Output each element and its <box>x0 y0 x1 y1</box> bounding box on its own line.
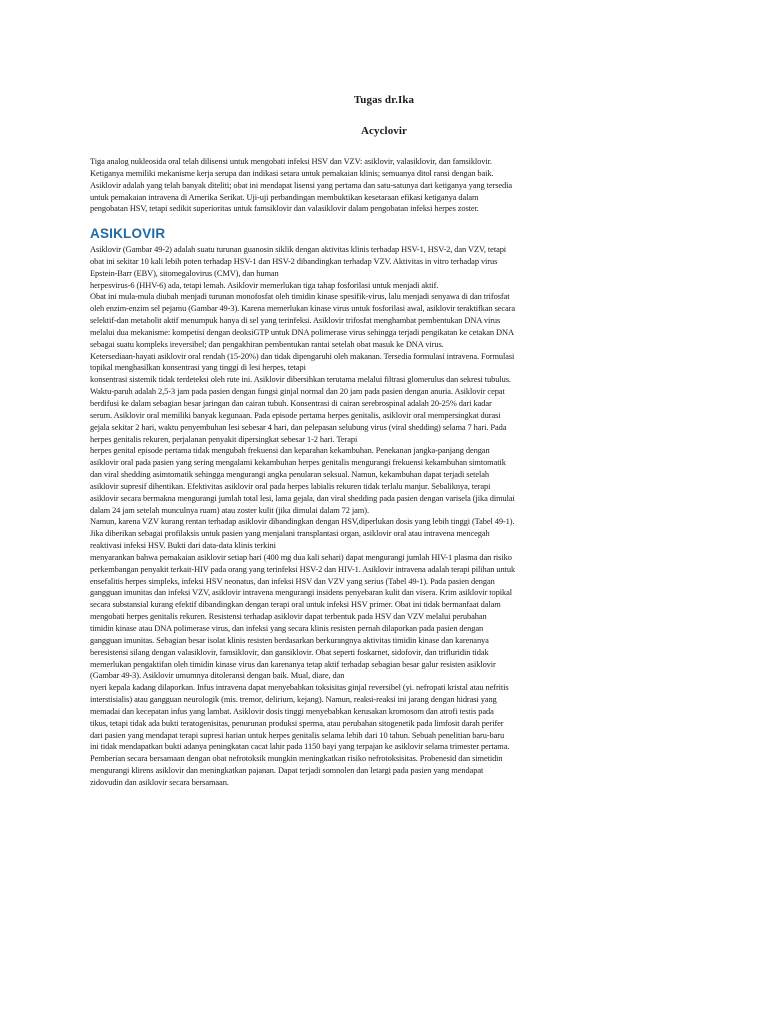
text-line: Namun, karena VZV kurang rentan terhadap asiklovir dibandingkan dengan HSV,diperlukan dosis yang lebih tinggi (Tabel 49-1). <box>90 517 515 527</box>
text-line: Jika diberikan sebagai profilaksis untuk pasien yang menjalani transplantasi organ, asiklovir oral atau intravena mencegah <box>90 529 490 539</box>
text-line: mengobati herpes genitalis rekuren. Resistensi terhadap asiklovir dapat terbentuk pada HSV dan VZV melalui perubahan <box>90 612 487 622</box>
text-line: asiklovir supresif dihentikan. Efektivitas asiklovir oral pada herpes labialis rekuren tidak terlalu manjur. Sebaliknya, terapi <box>90 481 491 491</box>
text-line: asiklovir secara bermakna mengurangi jumlah total lesi, lama gejala, dan viral shedding pada pasien dengan varisela (jika dimulai <box>90 493 515 503</box>
text-line: secara substansial kurang efektif dibandingkan dengan terapi oral untuk infeksi HSV primer. Obat ini tidak bermanfaat dalam <box>90 600 501 610</box>
text-line: memerlukan pengaktifan oleh timidin kinase virus dan karenanya tetap aktif terhadap sebagian besar galur resisten asiklovir <box>90 659 496 669</box>
text-line: beresistensi silang dengan valasiklovir, famsiklovir, dan gansiklovir. Obat seperti foskarnet, sidofovir, dan trifluridin tidak <box>90 647 489 657</box>
text-line: pengobatan HSV, tetapi sedikit superioritas untuk famsiklovir dan valasiklovir dalam pengobatan infeksi herpes zoster. <box>90 204 479 214</box>
text-line: interstisialis) atau gangguan neurologik (mis. tremor, delirium, kejang). Namun, reaksi-reaksi ini jarang dengan hidrasi yang <box>90 695 497 705</box>
text-line: asiklovir oral pada pasien yang sering mengalami kekambuhan herpes genitalis mengurangi frekuensi kekambuhan simtomatik <box>90 458 506 468</box>
text-line: konsentrasi sistemik tidak terdeteksi oleh rute ini. Asiklovir dibersihkan terutama melalui filtrasi glomerulus dan sekresi tubulus. <box>90 375 511 385</box>
text-line: Waktu-paruh adalah 2,5-3 jam pada pasien dengan fungsi ginjal normal dan 20 jam pada pasien dengan anuria. Asiklovir cepat <box>90 387 505 397</box>
text-line: Asiklovir adalah yang telah banyak diteliti; obat ini mendapat lisensi yang pertama dan satu-satunya dari ketiganya yang tersedia <box>90 180 513 190</box>
text-line: berdifusi ke dalam sebagian besar jaringan dan cairan tubuh. Konsentrasi di cairan serebrospinal adalah 20-25% dari kadar <box>90 398 492 408</box>
text-line: herpes genital episode pertama tidak mengubah frekuensi dan keparahan kekambuhan. Penekanan jangka-panjang dengan <box>90 446 490 456</box>
document-title: Tugas dr.Ika <box>353 94 415 106</box>
text-line: gangguan imunitas. Sebagian besar isolat klinis resisten berdasarkan berkurangnya aktivitas timidin kinase dan karenanya <box>90 635 489 645</box>
text-line: oleh enzim-enzim sel pejamu (Gambar 49-3). Karena memerlukan kinase virus untuk fosforilasi awal, asiklovir teraktifkan secara <box>90 304 516 314</box>
text-line: melalui dua mekanisme: kompetisi dengan deoksiGTP untuk DNA polimerase virus sehingga terjadi pengikatan ke cetakan DNA <box>90 327 514 337</box>
text-line: perkembangan penyakit terkait-HIV pada orang yang terinfeksi HSV-2 dan HIV-1. Asiklovir intravena adalah terapi pilihan untuk <box>90 564 516 574</box>
text-line: dalam 24 jam setelah munculnya ruam) atau zoster kulit (jika dimulai dalam 72 jam). <box>90 505 369 515</box>
intro-paragraph <box>90 156 680 215</box>
text-line: herpes genitalis rekuren, perjalanan penyakit dipersingkat sebesar 1-2 hari. Terapi <box>90 434 358 444</box>
text-line: (Gambar 49-3). Asiklovir umumnya ditoleransi dengan baik. Mual, diare, dan <box>90 671 345 681</box>
text-line: dan viral shedding asimtomatik sehingga mengurangi angka penularan seksual. Namun, kekambuhan dapat terjadi setelah <box>90 470 489 480</box>
text-line: memadai dan kecepatan infus yang lambat. Asiklovir dosis tinggi menyebabkan kerusakan kromosom dan atrofi testis pada <box>90 706 494 716</box>
text-line: Ketersediaan-hayati asiklovir oral rendah (15-20%) dan tidak dipengaruhi oleh makanan. Tersedia formulasi intravena. Formulasi <box>90 351 515 361</box>
text-line: herpesvirus-6 (HHV-6) ada, tetapi lemah. Asiklovir memerlukan tiga tahap fosforilasi untuk menjadi aktif. <box>90 280 439 290</box>
text-line: menyarankan bahwa pemakaian asiklovir setiap hari (400 mg dua kali sehari) dapat mengurangi jumlah HIV-1 plasma dan risiko <box>90 552 512 562</box>
text-line: Obat ini mula-mula diubah menjadi turunan monofosfat oleh timidin kinase spesifik-virus, lalu menjadi senyawa di dan trifosfat <box>90 292 510 302</box>
text-line: Asiklovir (Gambar 49-2) adalah suatu turunan guanosin siklik dengan aktivitas klinis terhadap HSV-1, HSV-2, dan VZV, tetapi <box>90 245 507 254</box>
text-line: Pemberian secara bersamaan dengan obat nefrotoksik mungkin meningkatkan risiko nefrotoksisitas. Probenesid dan simetidin <box>90 754 503 764</box>
text-line: ini tidak mendapatkan bukti adanya peningkatan cacat lahir pada 1150 bayi yang terpajan ke asiklovir selama trimester pertama. <box>90 742 510 752</box>
text-line: Epstein-Barr (EBV), sitomegalovirus (CMV), dan human <box>90 268 279 278</box>
text-line: tikus, tetapi tidak ada bukti teratogenisitas, penurunan produksi sperma, atau perubahan sitogenetik pada limfosit darah perifer <box>90 718 504 728</box>
text-line: ensefalitis herpes simpleks, infeksi HSV neonatus, dan infeksi HSV dan VZV yang serius (Tabel 49-1). Pada pasien dengan <box>90 576 495 586</box>
document-subtitle: Acyclovir <box>360 125 408 137</box>
text-line: Tiga analog nukleosida oral telah dilisensi untuk mengobati infeksi HSV dan VZV: asiklovir, valasiklovir, dan famsiklovir. <box>90 157 492 166</box>
text-line: Ketiganya memiliki mekanisme kerja serupa dan indikasi setara untuk pemakaian klinis; semuanya ditol ransi dengan baik. <box>90 168 494 178</box>
text-line: nyeri kepala kadang dilaporkan. Infus intravena dapat menyebabkan toksisitas ginjal reversibel (yi. nefropati kristal atau nefritis <box>90 683 509 693</box>
text-line: untuk pemakaian intravena di Amerika Serikat. Uji-uji perbandingan membuktikan kesetaraan efikasi ketiganya dalam <box>90 192 479 202</box>
text-line: zidovudin dan asiklovir secara bersamaan. <box>90 777 229 787</box>
text-line: gejala sekitar 2 hari, waktu penyembuhan lesi sebesar 4 hari, dan pelepasan selubung virus (viral shedding) selama 7 hari. Pada <box>90 422 507 432</box>
text-line: dari pasien yang mendapat terapi supresi harian untuk herpes genitalis selama lebih dari 10 tahun. Sebuah penelitian baru-baru <box>90 730 505 740</box>
text-line: sebagai suatu kompleks ireversibel; dan pengakhiran pembentukan rantai setelah obat masuk ke DNA virus. <box>90 339 444 349</box>
text-line: serum. Asiklovir oral memiliki banyak kegunaan. Pada episode pertama herpes genitalis, asiklovir oral mempersingkat durasi <box>90 410 501 420</box>
section-heading: ASIKLOVIR <box>90 226 166 241</box>
text-line: mengurangi klirens asiklovir dan meningkatkan pajanan. Dapat terjadi somnolen dan letargi pada pasien yang mendapat <box>90 766 484 776</box>
text-line: timidin kinase atau DNA polimerase virus, dan infeksi yang secara klinis resisten pernah dilaporkan pada pasien dengan <box>90 624 484 633</box>
text-line: reaktivasi infeksi HSV. Bukti dari data-data klinis terkini <box>90 541 276 551</box>
text-line: obat ini sekitar 10 kali lebih poten terhadap HSV-1 dan HSV-2 dibandingkan terhadap VZV. Aktivitas in vitro terhadap virus <box>90 256 498 266</box>
section-body <box>90 244 680 789</box>
text-line: gangguan imunitas dan infeksi VZV, asiklovir intravena mengurangi insidens penyebaran kulit dan visera. Krim asiklovir topikal <box>90 588 512 598</box>
text-line: topikal menghasilkan konsentrasi yang tinggi di lesi herpes, tetapi <box>90 363 306 373</box>
text-line: selektif-dan metabolit aktif menumpuk hanya di sel yang terinfeksi. Asiklovir trifosfat menghambat pembentukan DNA virus <box>90 316 501 326</box>
